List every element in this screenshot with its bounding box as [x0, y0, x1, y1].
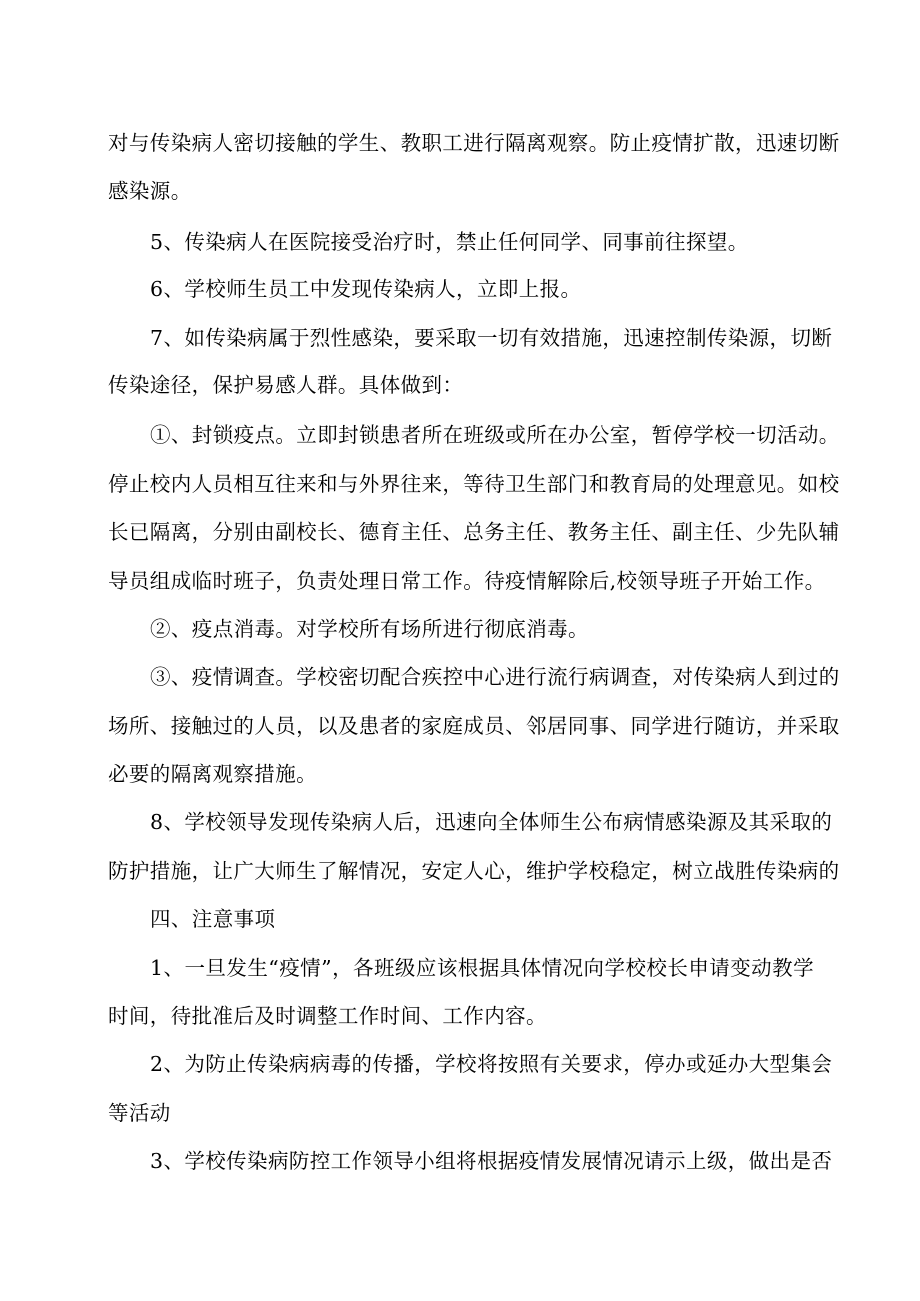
text-line: 等活动 — [108, 1101, 171, 1125]
section-heading-notes: 四、注意事项 — [150, 907, 276, 931]
text-line: 传染途径，保护易感人群。具体做到： — [108, 373, 464, 397]
text-line: 停止校内人员相互往来和与外界往来，等待卫生部门和教育局的处理意见。如校 — [108, 472, 840, 496]
note-1: 1、一旦发生“疫情”，各班级应该根据具体情况向学校校长申请变动教学 — [150, 956, 814, 980]
text-line: 防护措施，让广大师生了解情况，安定人心，维护学校稳定，树立战胜传染病的 — [108, 859, 840, 883]
item-1-lockdown: ①、封锁疫点。立即封锁患者所在班级或所在办公室，暂停学校一切活动。 — [150, 423, 840, 447]
text-line: 场所、接触过的人员，以及患者的家庭成员、邻居同事、同学进行随访，并采取 — [108, 714, 840, 738]
paragraph-7: 7、如传染病属于烈性感染，要采取一切有效措施，迅速控制传染源，切断 — [150, 326, 833, 350]
text-line: 导员组成临时班子，负责处理日常工作。待疫情解除后,校领导班子开始工作。 — [108, 569, 826, 593]
paragraph-5: 5、传染病人在医院接受治疗时，禁止任何同学、同事前往探望。 — [150, 230, 749, 254]
item-2-disinfection: ②、疫点消毒。对学校所有场所进行彻底消毒。 — [150, 617, 589, 641]
text-line: 长已隔离，分别由副校长、德育主任、总务主任、教务主任、副主任、少先队辅 — [108, 520, 840, 544]
note-3: 3、学校传染病防控工作领导小组将根据疫情发展情况请示上级，做出是否 — [150, 1149, 833, 1173]
text-line: 时间，待批准后及时调整工作时间、工作内容。 — [108, 1004, 547, 1028]
text-line: 必要的隔离观察措施。 — [108, 762, 317, 786]
note-2: 2、为防止传染病病毒的传播，学校将按照有关要求，停办或延办大型集会 — [150, 1052, 833, 1076]
paragraph-6: 6、学校师生员工中发现传染病人，立即上报。 — [150, 277, 582, 301]
item-3-investigation: ③、疫情调查。学校密切配合疾控中心进行流行病调查，对传染病人到过的 — [150, 665, 840, 689]
text-line: 感染源。 — [108, 179, 192, 203]
text-line: 对与传染病人密切接触的学生、教职工进行隔离观察。防止疫情扩散，迅速切断 — [108, 131, 840, 155]
paragraph-8: 8、学校领导发现传染病人后，迅速向全体师生公布病情感染源及其采取的 — [150, 810, 833, 834]
